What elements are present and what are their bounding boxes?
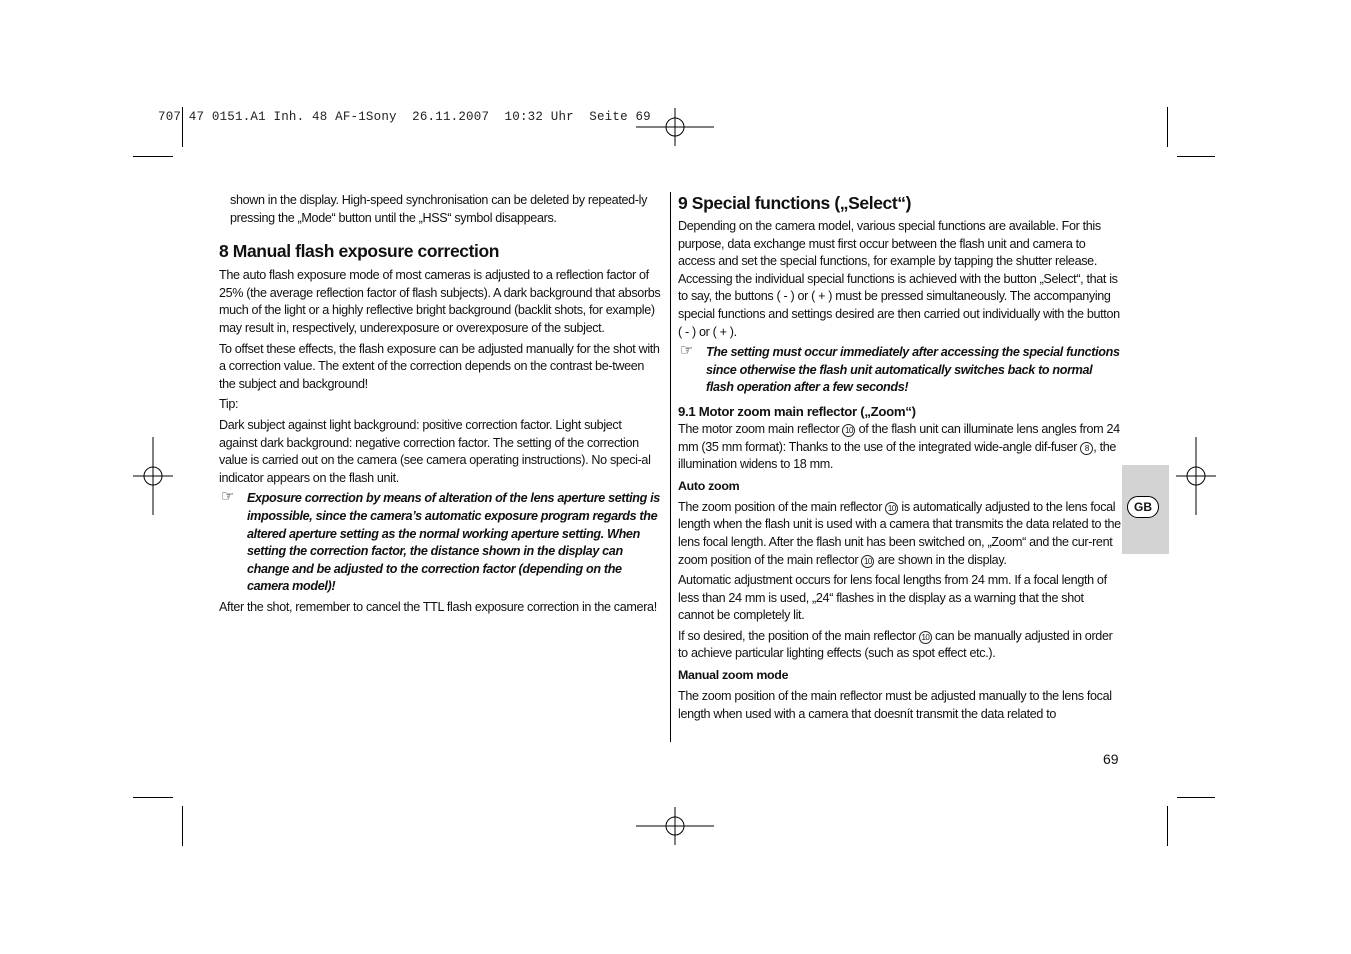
registration-mark-bottom-icon: [636, 807, 714, 845]
paragraph: The zoom position of the main reflector must be adjusted manually to the lens focal length when used with a camera that doesnít transmit the data related to: [678, 689, 1112, 721]
section-heading-8: 8 Manual flash exposure correction: [219, 241, 500, 262]
note-text: Exposure correction by means of alteration of the lens aperture setting is impossible, since the camera’s automatic exposure program regards the altered aperture setting as the normal working aperture setting. When setting the correction factor, the distance shown in the display can change and be adjusted to the correction factor (depending on the camera model)!: [247, 491, 660, 594]
paragraph: Automatic adjustment occurs for lens focal lengths from 24 mm. If a focal length of less than 24 mm is used, „24“ flashes in the display as a warning that the shot cannot be completely lit.: [678, 573, 1107, 623]
registration-mark-left-icon: [133, 437, 173, 515]
crop-mark: [1167, 107, 1168, 147]
note-block: [219, 490, 661, 596]
intro-paragraph: shown in the display. High-speed synchronisation can be deleted by repeated-ly pressing the „Mode“ button until the „HSS“ symbol disappears.: [230, 193, 648, 225]
crop-mark: [133, 797, 173, 798]
pointing-hand-icon: ☞: [680, 342, 694, 360]
paragraph: To offset these effects, the flash exposure can be adjusted manually for the shot with a correction value. The extent of the correction depends on the contrast be-tween the subject and background!: [219, 341, 660, 391]
paragraph: Depending on the camera model, various special functions are available. For this purpose, data exchange must first occur between the flash unit and camera to access and set the special functions, for example by tapping the shutter release. Accessing the individual special functions is achieved with the button „Select“, that is to say, the buttons ( - ) or ( + ) must be pressed simultaneously. The accompanying special functions and settings desired are then carried out individually with the button ( - ) or ( + ).: [678, 219, 1120, 339]
note-text: The setting must occur immediately after accessing the special functions since otherwise the flash unit automatically switches back to normal flash operation after a few seconds!: [706, 345, 1120, 395]
right-column: [678, 192, 1122, 723]
registration-mark-right-icon: [1176, 437, 1216, 515]
reference-number-10: 10: [861, 555, 874, 568]
paragraph: The zoom position of the main reflector 10 is automatically adjusted to the lens focal length when the flash unit is used with a camera that transmits the data related to the lens focal length. After the flash unit has been switched on, „Zoom“ and the cur-rent zoom position of the main reflector 10 are shown in the display.: [678, 499, 1121, 567]
column-divider: [670, 192, 671, 742]
pointing-hand-icon: ☞: [221, 488, 235, 506]
auto-zoom-heading: Auto zoom: [678, 478, 740, 493]
paragraph: The auto flash exposure mode of most cameras is adjusted to a reflection factor of 25% (the average reflection factor of flash subjects). A dark background that absorbs much of the light or a highly reflective bright background (backlit shots, for example) may result in, respectively, underexposure or overexposure of the subject.: [219, 268, 661, 335]
section-heading-9: 9 Special functions („Select“): [678, 193, 912, 213]
reference-number-10: 10: [842, 424, 855, 437]
paragraph: If so desired, the position of the main reflector 10 can be manually adjusted in order to achieve particular lighting effects (such as spot effect etc.).: [678, 628, 1113, 661]
crop-mark: [182, 806, 183, 846]
tip-label: Tip:: [219, 397, 239, 412]
printer-slug-line: 707 47 0151.A1 Inh. 48 AF-1Sony 26.11.2007 10:32 Uhr Seite 69: [158, 110, 651, 124]
crop-mark: [133, 156, 173, 157]
crop-mark: [1167, 806, 1168, 846]
tip-paragraph: Dark subject against light background: positive correction factor. Light subject against dark background: negative correction factor. The setting of the correction value is carried out on the camera (see camera operating instructions). No speci-al indicator appears on the flash unit.: [219, 417, 651, 485]
note-block: [678, 344, 1122, 397]
subsection-heading-9-1: 9.1 Motor zoom main reflector („Zoom“): [678, 403, 916, 419]
language-badge: GB: [1127, 496, 1159, 518]
paragraph: After the shot, remember to cancel the TTL flash exposure correction in the camera!: [219, 599, 657, 614]
crop-mark: [1177, 797, 1215, 798]
reference-number-10: 10: [919, 631, 932, 644]
paragraph: The motor zoom main reflector 10 of the flash unit can illuminate lens angles from 24 mm (35 mm format): Thanks to the use of the integrated wide-angle dif-fuser 8 , the illumination widens to 18 mm.: [678, 421, 1120, 472]
reference-number-10: 10: [885, 502, 898, 515]
manual-zoom-heading: Manual zoom mode: [678, 668, 789, 683]
page-number: 69: [1103, 751, 1119, 767]
reference-number-8: 8: [1080, 442, 1093, 455]
crop-mark: [1177, 156, 1215, 157]
left-column: [219, 192, 661, 616]
